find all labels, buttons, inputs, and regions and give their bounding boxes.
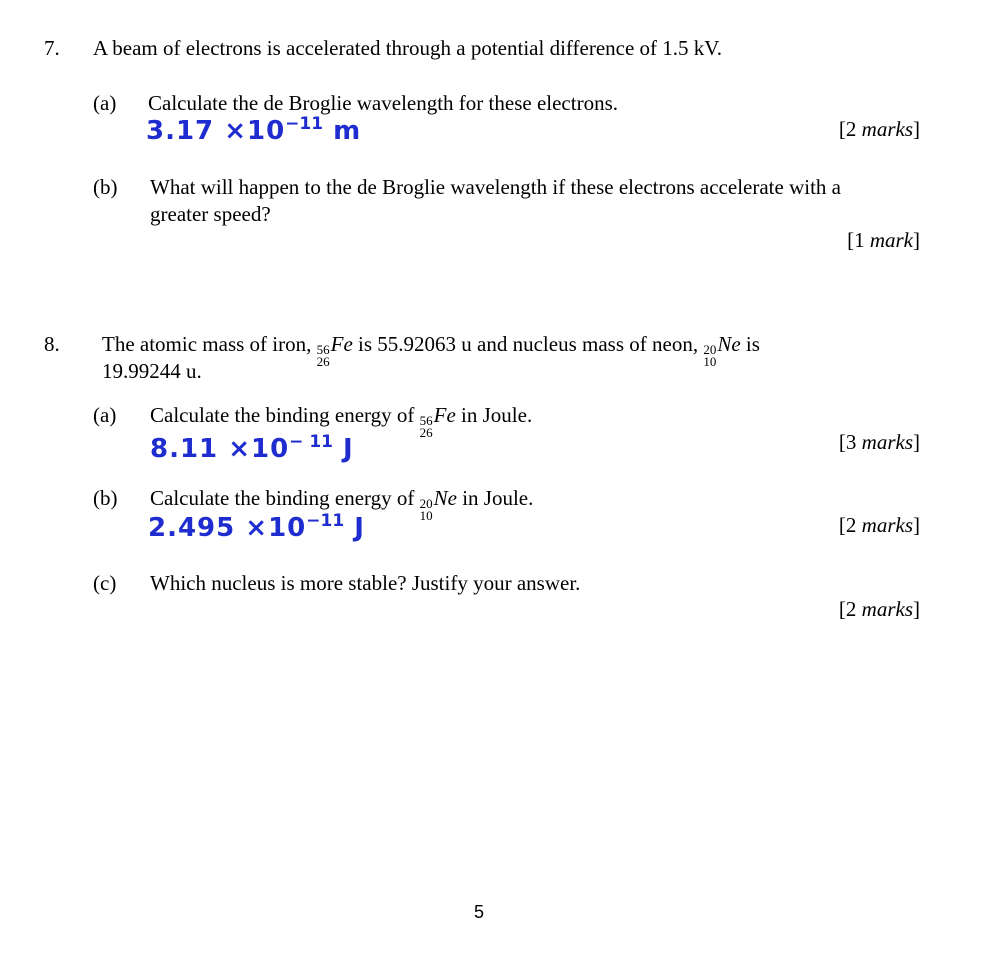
- q8a-label: (a): [93, 403, 117, 427]
- question-8-text-line2: 19.99244 u.: [102, 359, 202, 383]
- question-7-number: 7.: [44, 36, 60, 60]
- q7a-marks: [2 marks]: [838, 117, 920, 141]
- q7a-handwritten-answer: $3.17 \times 10^{-11}$ m: [146, 114, 362, 146]
- q8a-text: Calculate the binding energy of 56 26 Fe in Joule.: [150, 403, 533, 440]
- page-number: 5: [474, 902, 485, 922]
- q8b-marks: [2 marks]: [838, 513, 920, 537]
- q7a-text: Calculate the de Broglie wavelength for these electrons.: [148, 91, 618, 115]
- q8a-handwritten-answer: $8.11 \times 10^{- 11}$ J: [150, 432, 354, 464]
- question-8-number: 8.: [44, 332, 60, 356]
- q7b-label: (b): [93, 175, 118, 199]
- q8c-text: Which nucleus is more stable? Justify your answer.: [150, 571, 581, 595]
- q8b-handwritten-answer: $2.495 \times 10^{-11}$ J: [148, 511, 365, 543]
- q7b-text-line1: What will happen to the de Broglie wavelength if these electrons accelerate with a: [150, 175, 841, 199]
- q8c-marks: [2 marks]: [838, 597, 920, 621]
- iron-nuclide: 56 26 Fe: [419, 403, 456, 440]
- question-7-text: A beam of electrons is accelerated through a potential difference of 1.5 kV.: [93, 36, 722, 60]
- q7a-label: (a): [93, 91, 117, 115]
- question-8-text: The atomic mass of iron, 56 26 Fe is 55.92063 u and nucleus mass of neon, 20 10 Ne is: [102, 332, 760, 369]
- q8a-marks: [3 marks]: [838, 430, 920, 454]
- q8b-label: (b): [93, 486, 118, 510]
- neon-nuclide: 20 10 Ne: [419, 486, 457, 523]
- q7b-text-line2: greater speed?: [150, 202, 271, 226]
- q7b-marks: [1 mark]: [847, 228, 920, 252]
- q8b-text: Calculate the binding energy of 20 10 Ne in Joule.: [150, 486, 534, 523]
- iron-nuclide: 56 26 Fe: [316, 332, 353, 369]
- neon-nuclide: 20 10 Ne: [703, 332, 741, 369]
- q8c-label: (c): [93, 571, 117, 595]
